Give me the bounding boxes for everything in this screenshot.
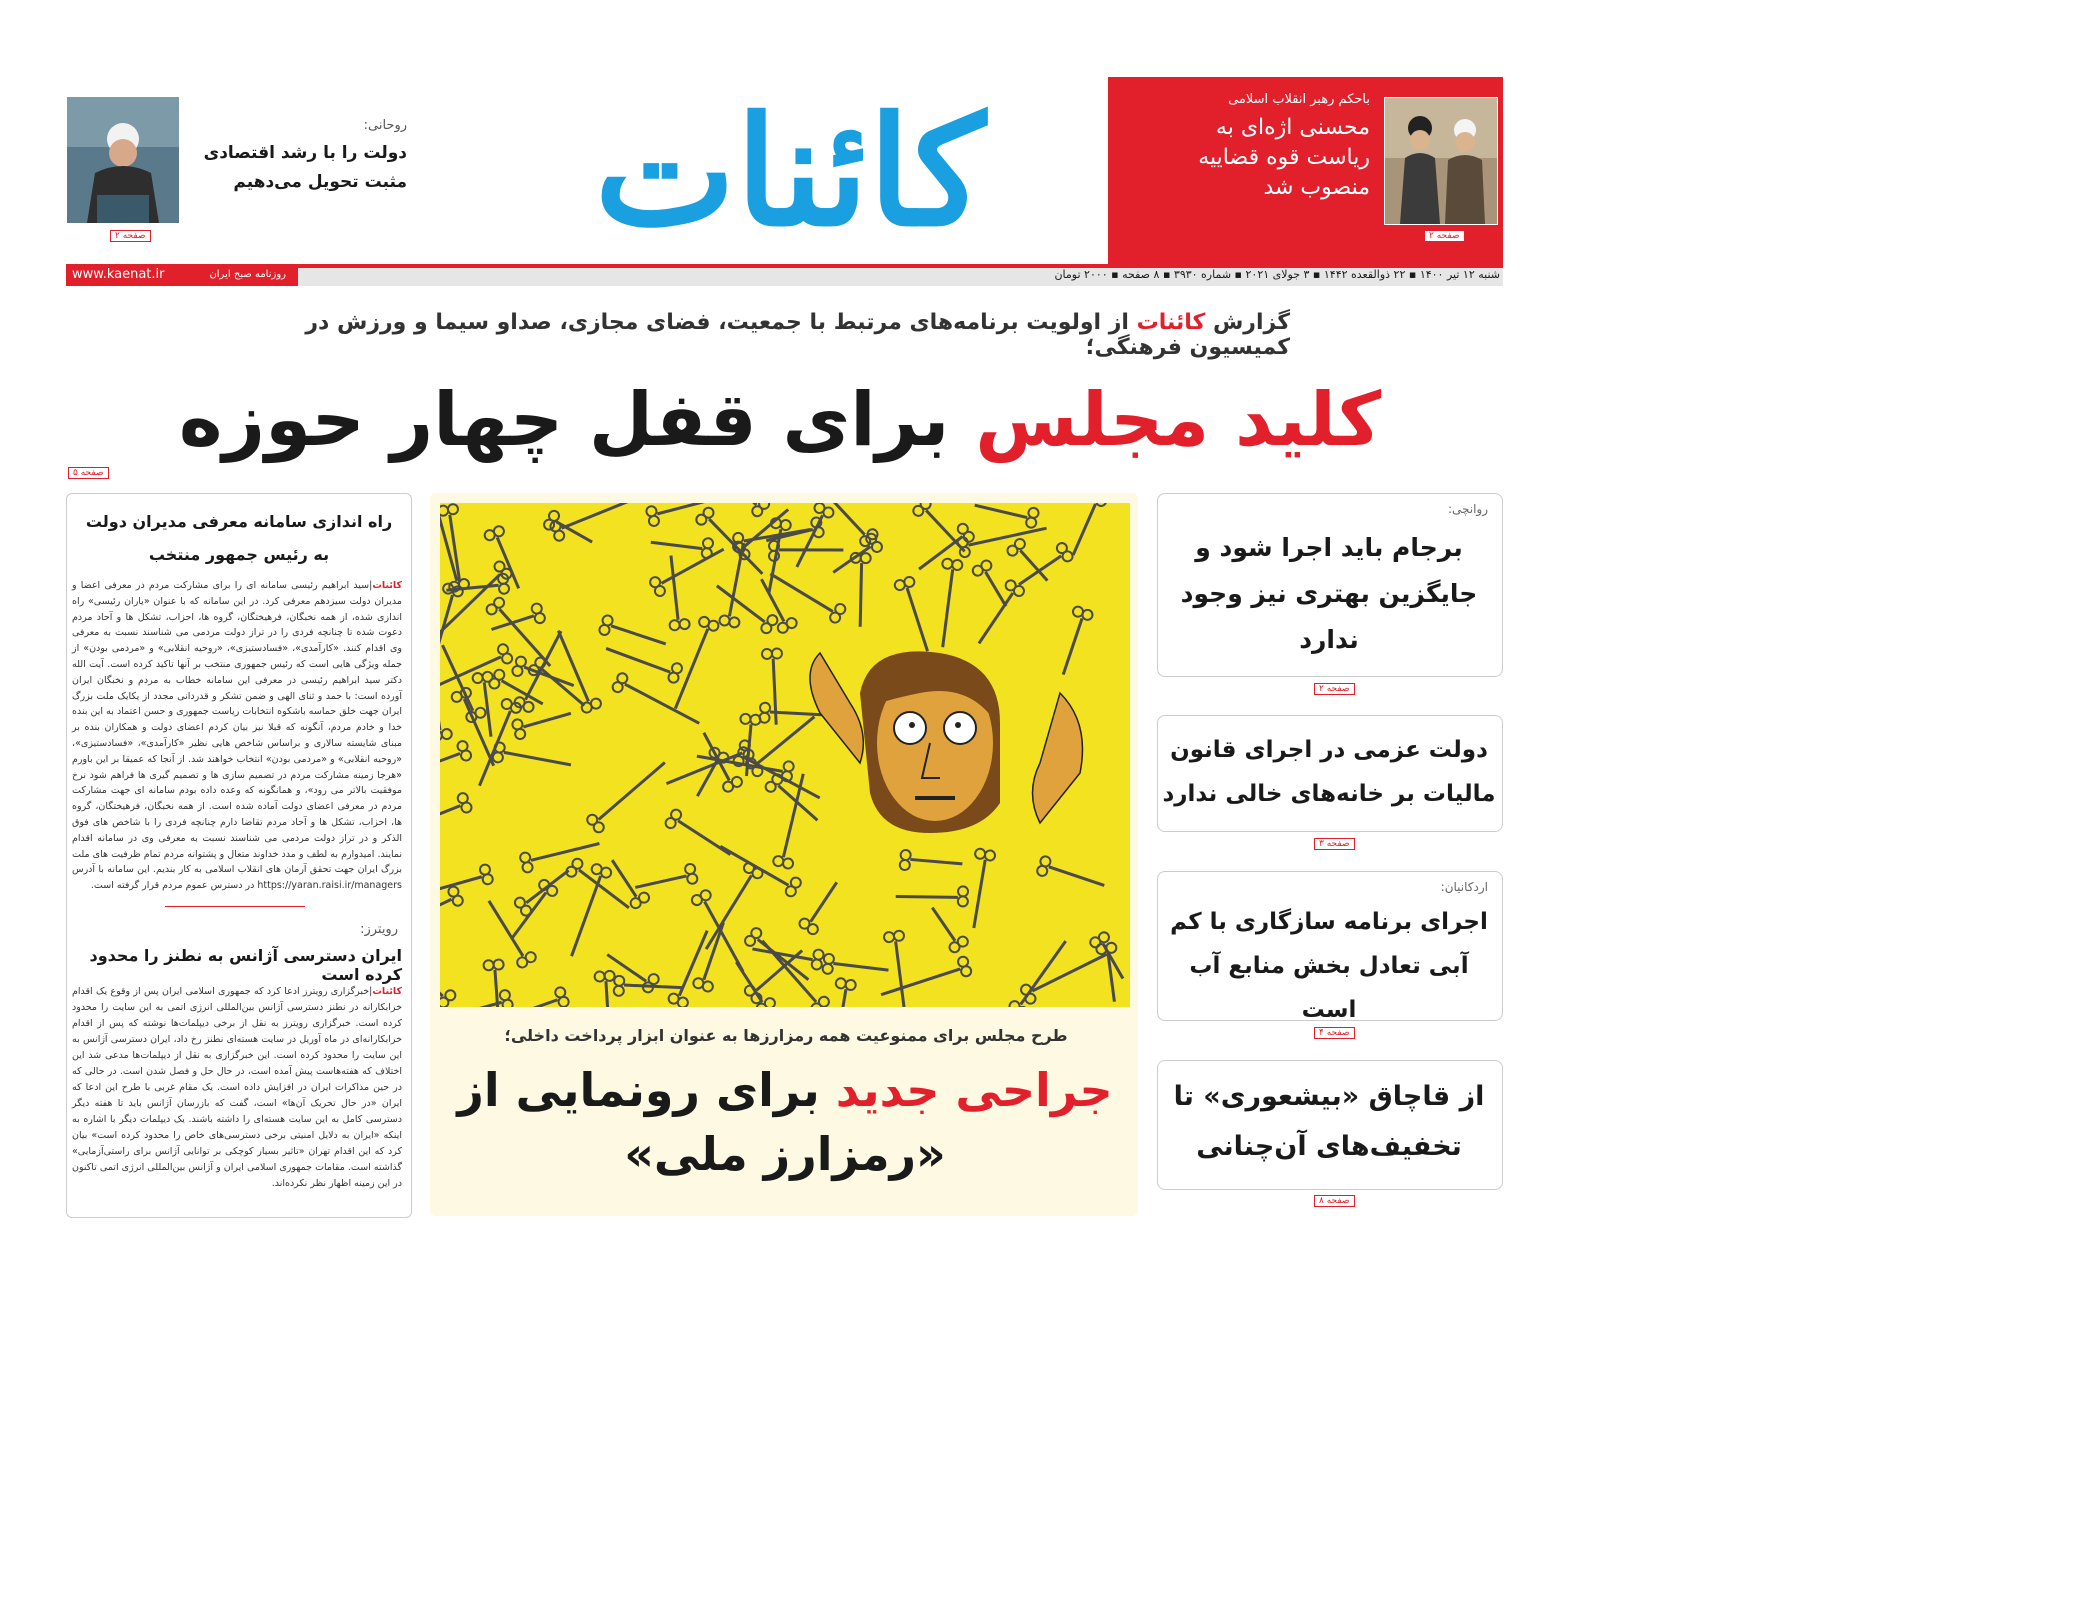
headline-black-part: برای قفل چهار حوزه	[178, 377, 950, 463]
center-headline[interactable]	[440, 1058, 1130, 1186]
top-right-headline[interactable]: محسنی اژه‌ای به ریاست قوه قضاییه منصوب شد	[1198, 115, 1370, 200]
leader-photo	[1384, 97, 1498, 225]
story1-body: کائنات|سید ابراهیم رئیسی سامانه ای را برای مشارکت مردم در معرفی اعضا و مدیران دولت سیزدهم معرفی کرد. در این سامانه که با عنوان «یاران رئیسی» راه اندازی شده، از همه نخبگان، فرهیختگان، گروه ها، احزاب، تشکل ها و آحاد مردم دعوت شده تا چنانچه فردی را در تراز دولت مردمی می شناسند نسبت به معرفی وی اقدام کنند. «کارآمدی»، «فسادستیزی»، «روحیه انقلابی» و «مردمی بودن» از جمله ویژگی هایی است که رئیس جمهوری منتخب بر آنها تاکید کرده است. آیت الله دکتر سید ابراهیم رئیسی در معرفی این سامانه خطاب به مردم و نخبگان ایران آورده است: با حمد و ثنای الهی و ضمن تشکر و قدردانی مجدد از یکایک ملت بزرگ ایران جهت خلق حماسه باشکوه انتخابات ریاست جمهوری و حسن اعتماد به این بنده خدا و خادم مردم، آنگونه که قبلا نیز بیان کردم اعضای دولت و همکاران بنده بر مبنای شایسته سالاری و براساس شاخص هایی نظیر «کارآمدی»، «فسادستیزی»، «روحیه انقلابی» و «مردمی بودن» انتخاب خواهند شد. از آنجا که عمیقا بر این باورم «هرجا زمینه مشارکت مردم در تصمیم سازی ها و تصمیم گیری ها فراهم شود نرخ موفقیت بالاتر می رود»، و همانگونه که وعده داده بودم سامانه ای جهت مشارکت مردم در معرفی اعضای دولت آماده شده است. از همه نخبگان، فرهیختگان، گروه ها، احزاب، تشکل ها و آحاد مردم تقاضا دارم چنانچه فردی را با شاخص های فوق الذکر و در تراز دولت مردمی می شناسند نسبت به معرفی وی در سامانه اقدام نمایند. امیدوارم به لطف و مدد خداوند متعال و پشتوانه مردم تمام ظرفیت های ملت بزرگ ایران جهت تحقق آرمان های انقلاب اسلامی به کار بندیم. این سامانه با آدرس https://yaran.raisi.ir/managers در دسترس عموم مردم قرار گرفته است.	[72, 580, 402, 892]
card-4-page-ref[interactable]: صفحه ۸	[1314, 1188, 1355, 1207]
kicker-text: از اولویت برنامه‌های مرتبط با جمعیت، فضای مجازی، صداو سیما و ورزش در کمیسیون فرهنگی؛	[305, 310, 1290, 360]
tagline: روزنامه صبح ایران	[209, 269, 286, 280]
site-banner	[66, 264, 298, 286]
story2-body: کائنات|خبرگزاری رویترز ادعا کرد که جمهوری اسلامی ایران پس از وقوع یک اقدام خرابکارانه در نطنز دسترسی آژانس بین‌المللی انرژی اتمی به این سایت را محدود کرده است. خبرگزاری رویترز به نقل از برخی دیپلمات‌ها نوشته که پس از اقدام خرابکارانه‌ای در ماه آوریل در سایت هسته‌ای نطنز رخ داد، ایران دسترسی آژانس به این سایت را محدود کرده است. این خبرگزاری به نقل از دیپلمات‌ها مدعی شد این اختلاف که هفته‌هاست پیش آمده است، در حال حل و فصل شدن است. در حالی که در حین مذاکرات ایران در افزایش داده است. یک مقام غربی با طرح این ادعا که ایران «در حال تحریک آن‌ها» است، گفت که بازرسان آژانس باید تا هفته دیگر دسترسی کامل به این سایت هسته‌ای را داشته باشند. یک دیپلمات دیگر با اشاره به اینکه «ایران به دلایل امنیتی برخی دسترسی‌های خاص را محدود کرده است» بیان کرد که این اقدام تهران «تاثیر بسیار کوچکی بر توانایی آژانس برای راستی‌آزمایی» گذاشته است. مقامات جمهوری اسلامی ایران و آژانس بین‌المللی انرژی اتمی تاکنون در این زمینه اظهار نظر نکرده‌اند.	[72, 986, 402, 1189]
top-left-kicker: روحانی:	[363, 118, 407, 133]
center-kicker: طرح مجلس برای ممنوعیت همه رمزارزها به عنوان ابزار پرداخت داخلی؛	[504, 1026, 1068, 1045]
top-right-kicker: باحکم رهبر انقلاب اسلامی	[1228, 92, 1370, 107]
card-2-headline[interactable]: دولت عزمی در اجرای قانون مالیات بر خانه‌های خالی ندارد	[1162, 737, 1496, 807]
card-3-page-ref[interactable]: صفحه ۴	[1314, 1020, 1355, 1039]
top-left-headline[interactable]: دولت را با رشد اقتصادی مثبت تحویل می‌دهیم	[203, 143, 407, 192]
top-right-page-ref[interactable]: صفحه ۲	[1424, 223, 1465, 242]
story1-headline[interactable]: راه اندازی سامانه معرفی مدیران دولت به رئیس جمهور منتخب	[85, 512, 393, 564]
story1-brand: کائنات	[372, 580, 402, 591]
card-1-headline[interactable]: برجام باید اجرا شود و جایگزین بهتری نیز وجود ندارد	[1180, 533, 1478, 654]
website-link[interactable]: www.kaenat.ir	[72, 267, 165, 282]
kicker-prefix: گزارش	[1212, 310, 1290, 335]
lead-kicker	[280, 310, 1290, 360]
story2-text: خبرگزاری رویترز ادعا کرد که جمهوری اسلامی ایران پس از وقوع یک اقدام خرابکارانه در نطنز دسترسی آژانس بین‌المللی انرژی اتمی به این سایت را محدود کرده است. خبرگزاری رویترز به نقل از برخی دیپلمات‌ها نوشته که پس از اقدام خرابکارانه‌ای در ماه آوریل در سایت هسته‌ای نطنز رخ داد، ایران دسترسی آژانس به این سایت را محدود کرده است. این خبرگزاری به نقل از دیپلمات‌ها مدعی شد این اختلاف که هفته‌هاست پیش آمده است، در حال حل و فصل شدن است. در حالی که در حین مذاکرات ایران در افزایش داده است. یک مقام غربی با طرح این ادعا که ایران «در حال تحریک آن‌ها» است، گفت که بازرسان آژانس باید تا هفته دیگر دسترسی کامل به این سایت هسته‌ای را داشته باشند. یک دیپلمات دیگر با اشاره به اینکه «ایران به دلایل امنیتی برخی دسترسی‌های خاص را محدود کرده است» بیان کرد که این اقدام تهران «تاثیر بسیار کوچکی بر توانایی آژانس برای راستی‌آزمایی» گذاشته است. مقامات جمهوری اسلامی ایران و آژانس بین‌المللی انرژی اتمی تاکنون در این زمینه اظهار نظر نکرده‌اند.	[72, 986, 402, 1189]
center-headline-black: برای رونمایی از «رمزارز ملی»	[457, 1063, 946, 1181]
card-3-headline[interactable]: اجرای برنامه سازگاری با کم آبی تعادل بخش منابع آب است	[1170, 909, 1488, 1023]
dateline: شنبه ۱۲ تیر ۱۴۰۰ ▪ ۲۲ ذوالقعده ۱۴۴۲ ▪ ۳ جولای ۲۰۲۱ ▪ شماره ۳۹۳۰ ▪ ۸ صفحه ▪ ۲۰۰۰ تومان	[1054, 268, 1500, 281]
lead-page-ref[interactable]: صفحه ۵	[68, 460, 109, 479]
top-left-teaser[interactable]	[192, 118, 407, 197]
cartoon-svg	[440, 503, 1130, 1007]
card-2-page-ref[interactable]: صفحه ۳	[1314, 831, 1355, 850]
rouhani-photo	[67, 97, 179, 223]
card-1-kicker: روانچی:	[1447, 502, 1488, 516]
kicker-brand: کائنات	[1136, 310, 1206, 335]
center-headline-red: جراحی جدید	[835, 1063, 1113, 1117]
story2-headline[interactable]: ایران دسترسی آژانس به نطنز را محدود کرده است	[89, 946, 402, 984]
story1-text: سید ابراهیم رئیسی سامانه ای را برای مشارکت مردم در معرفی اعضا و مدیران دولت سیزدهم معرفی کرد. در این سامانه که با عنوان «یاران رئیسی» راه اندازی شده، از همه نخبگان، فرهیختگان، گروه ها، احزاب، تشکل ها و آحاد مردم دعوت شده تا چنانچه فردی را در تراز دولت مردمی می شناسند نسبت به معرفی وی اقدام کنند. «کارآمدی»، «فسادستیزی»، «روحیه انقلابی» و «مردمی بودن» از جمله ویژگی هایی است که رئیس جمهوری منتخب بر آنها تاکید کرده است. آیت الله دکتر سید ابراهیم رئیسی در معرفی این سامانه خطاب به مردم و نخبگان ایران آورده است: با حمد و ثنای الهی و ضمن تشکر و قدردانی مجدد از یکایک ملت بزرگ ایران جهت خلق حماسه باشکوه انتخابات ریاست جمهوری و حسن اعتماد به این بنده خدا و خادم مردم، آنگونه که قبلا نیز بیان کردم اعضای دولت و همکاران بنده بر مبنای شایسته سالاری و براساس شاخص هایی نظیر «کارآمدی»، «فسادستیزی»، «روحیه انقلابی» و «مردمی بودن» انتخاب خواهند شد. از آنجا که عمیقا بر این باورم «هرجا زمینه مشارکت مردم در تصمیم سازی ها و تصمیم گیری ها فراهم شود نرخ موفقیت بالاتر می رود»، و همانگونه که وعده داده بودم سامانه ای جهت مشارکت مردم در معرفی اعضای دولت آماده شده است. از همه نخبگان، فرهیختگان، گروه ها، احزاب، تشکل ها و آحاد مردم تقاضا دارم چنانچه فردی را با شاخص های فوق الذکر و در تراز دولت مردمی می شناسند نسبت به معرفی وی در سامانه اقدام نمایند. امیدوارم به لطف و مدد خداوند متعال و پشتوانه مردم تمام ظرفیت های ملت بزرگ ایران جهت تحقق آرمان های انقلاب اسلامی به کار بندیم. این سامانه با آدرس https://yaran.raisi.ir/managers در دسترس عموم مردم قرار گرفته است.	[72, 580, 402, 892]
headline-red-part: کلید مجلس	[975, 377, 1382, 463]
top-left-page-ref[interactable]: صفحه ۲	[110, 223, 151, 242]
story2-kicker: رویترز:	[360, 922, 398, 937]
cartoon-illustration[interactable]	[440, 503, 1130, 1007]
newspaper-logo[interactable]: کائنات	[594, 84, 986, 260]
card-4-headline[interactable]: از قاچاق «بیشعوری» تا تخفیف‌های آن‌چنانی	[1173, 1081, 1485, 1162]
card-1-page-ref[interactable]: صفحه ۲	[1314, 676, 1355, 695]
story-separator	[165, 906, 305, 907]
top-right-teaser[interactable]	[1160, 92, 1370, 203]
card-3-kicker: اردکانیان:	[1440, 880, 1488, 894]
story2-brand: کائنات	[372, 986, 402, 997]
